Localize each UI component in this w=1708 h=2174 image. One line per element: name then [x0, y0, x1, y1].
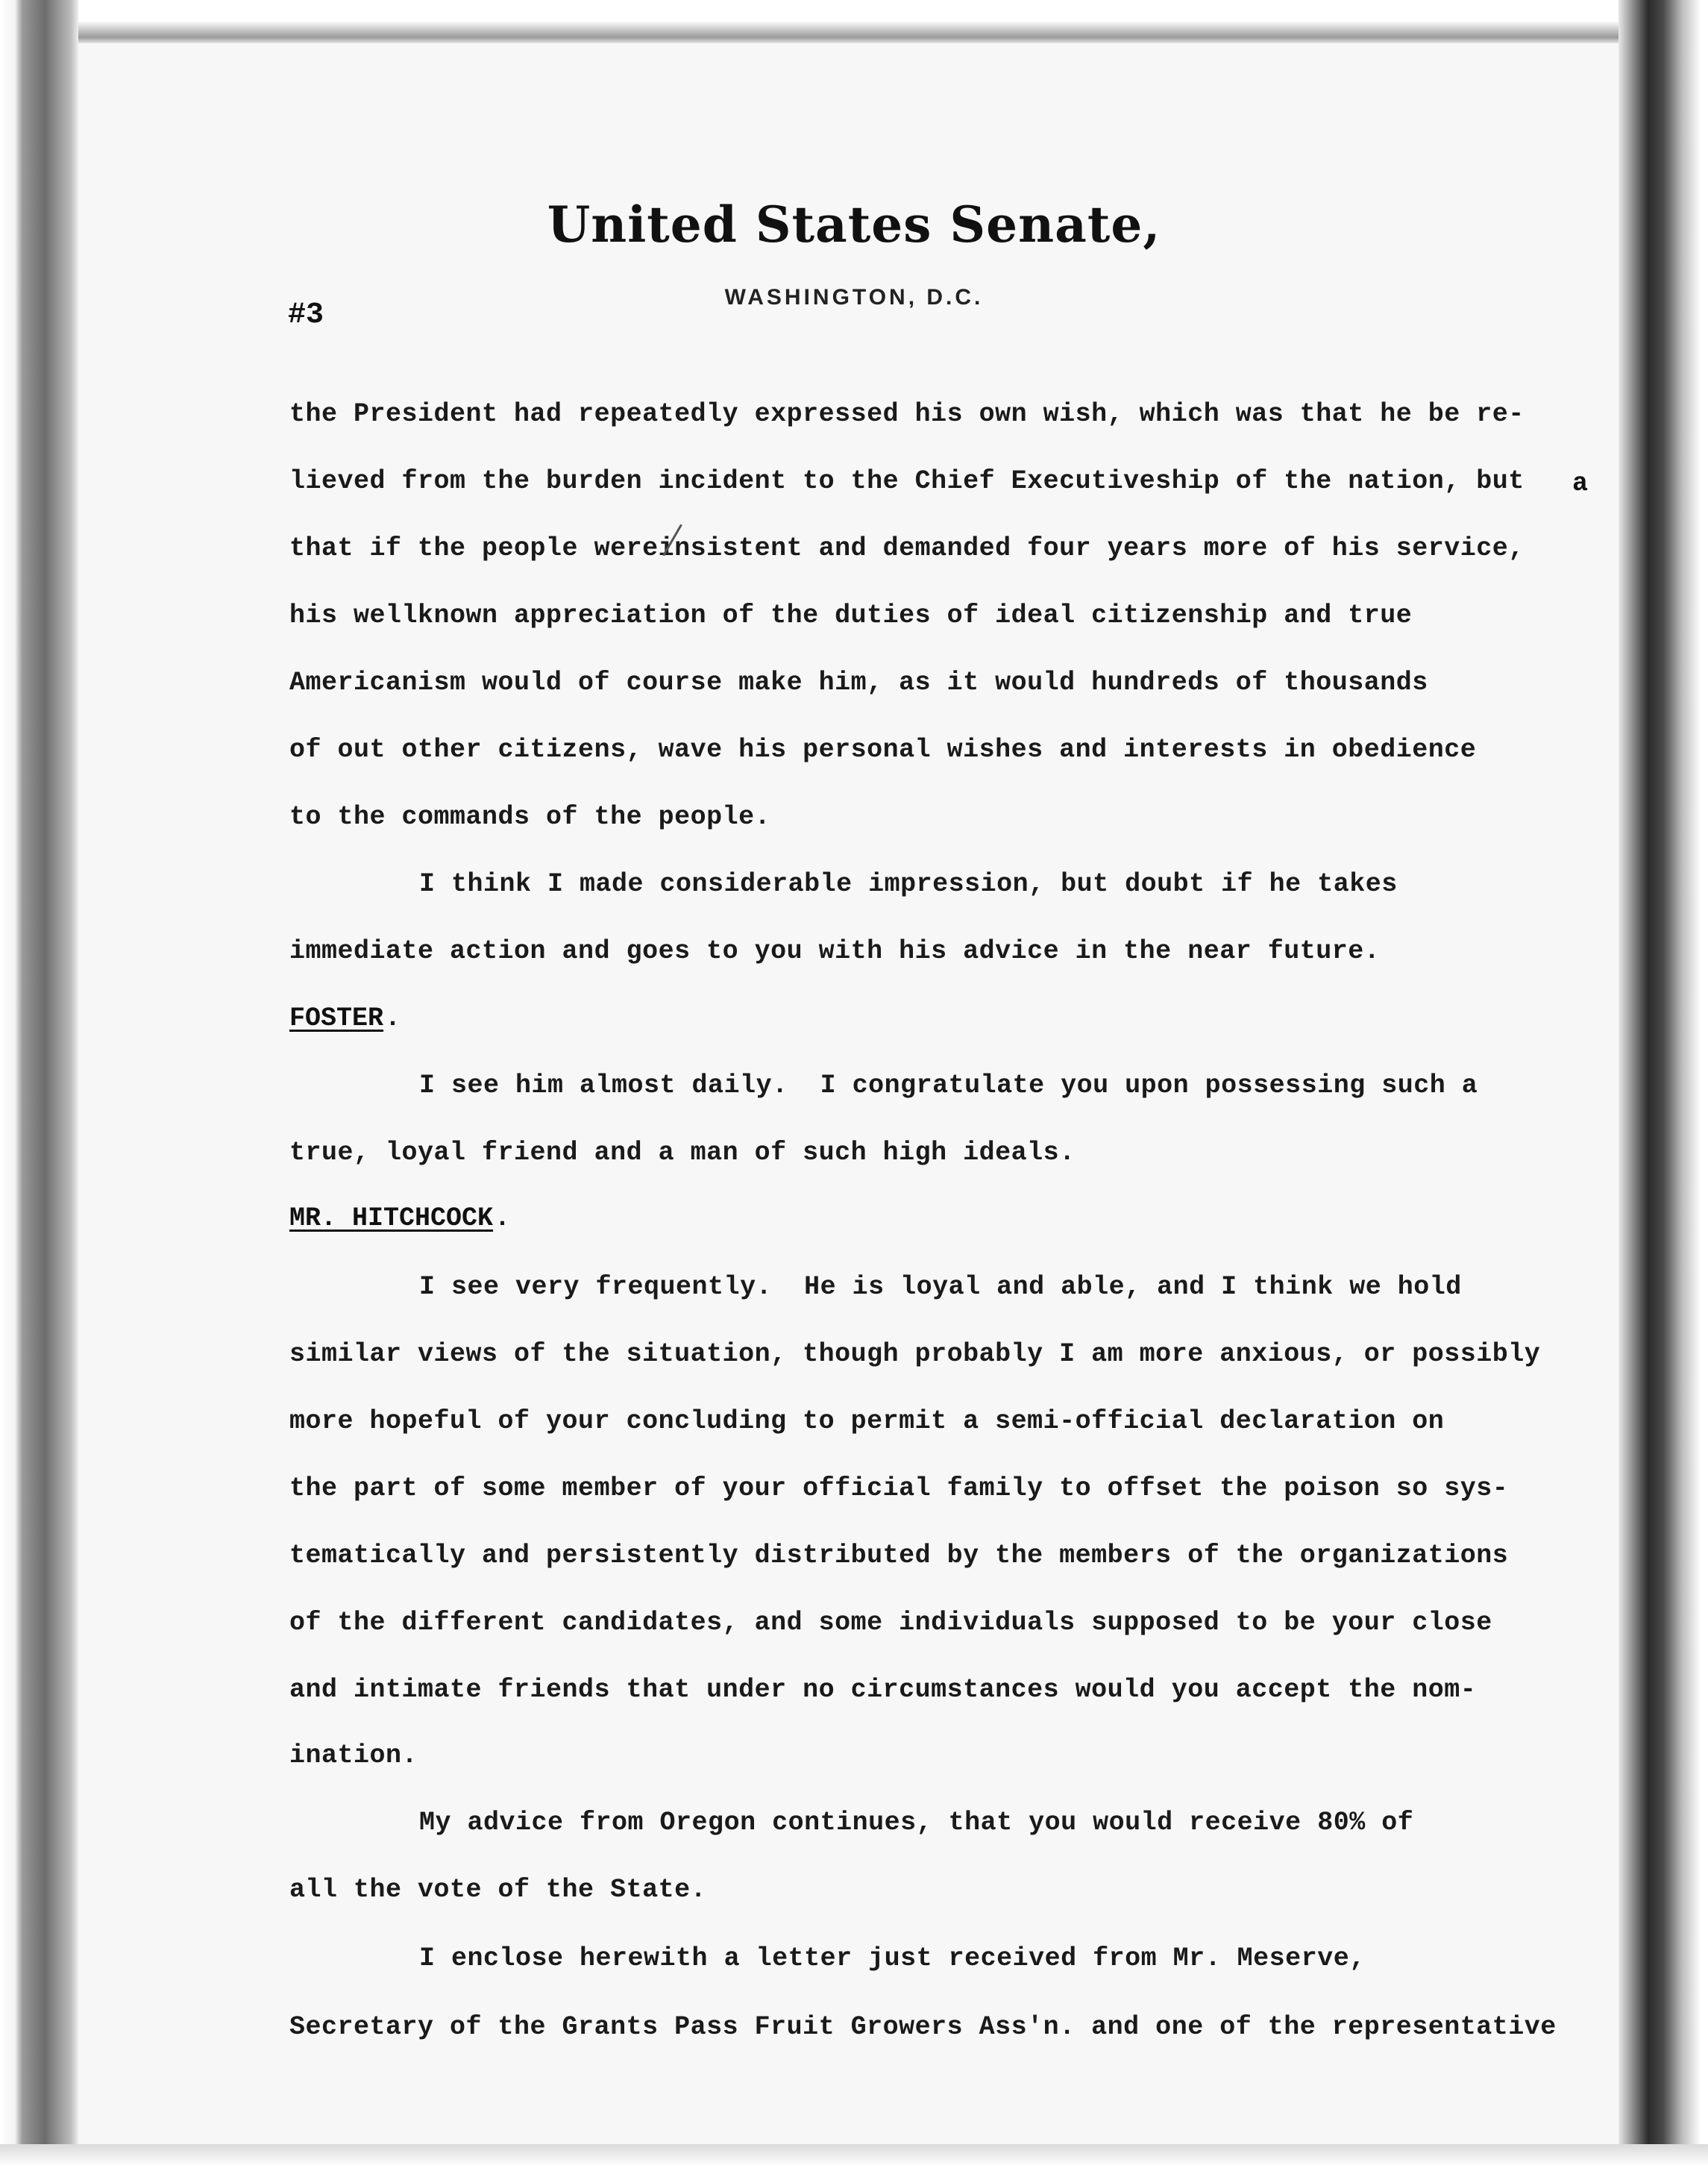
text-line: more hopeful of your concluding to permit a semi-official declaration on — [289, 1406, 1445, 1436]
section-heading-hitchcock: MR. HITCHCOCK — [289, 1203, 494, 1233]
text-line: Secretary of the Grants Pass Fruit Growers Ass'n. and one of the representative — [289, 2012, 1557, 2042]
text-line: I see very frequently. He is loyal and able, and I think we hold — [419, 1272, 1462, 1302]
text-line: similar views of the situation, though probably I am more anxious, or possibly — [289, 1339, 1541, 1369]
text-line: ination. — [289, 1741, 418, 1770]
text-line: I see him almost daily. I congratulate you upon possessing such a — [419, 1071, 1478, 1100]
page-number: #3 — [288, 298, 324, 332]
text-line: all the vote of the State. — [289, 1875, 707, 1905]
scan-border-bottom — [0, 2144, 1708, 2174]
text-line: to the commands of the people. — [289, 802, 771, 832]
text-line: that if the people wereinsistent and demanded four years more of his service, — [289, 533, 1525, 563]
text-line: I think I made considerable impression, but doubt if he takes — [419, 869, 1398, 899]
text-line: true, loyal friend and a man of such high ideals. — [289, 1138, 1076, 1168]
scan-border-right — [1618, 0, 1708, 2174]
text-line: the President had repeatedly expressed his own wish, which was that he be re- — [289, 399, 1525, 429]
scan-border-left — [0, 0, 78, 2174]
text-line: I enclose herewith a letter just received from Mr. Meserve, — [419, 1943, 1366, 1973]
text-line: and intimate friends that under no circumstances would you accept the nom- — [289, 1675, 1477, 1705]
text-line: of the different candidates, and some individuals supposed to be your close — [289, 1608, 1492, 1638]
heading-period: . — [385, 1003, 401, 1033]
text-line: tematically and persistently distributed by the members of the organizations — [289, 1541, 1509, 1570]
text-line: of out other citizens, wave his personal wishes and interests in obedience — [289, 735, 1477, 765]
text-line: Americanism would of course make him, as it would hundreds of thousands — [289, 668, 1428, 698]
scan-border-top — [0, 0, 1708, 43]
text-line: My advice from Oregon continues, that you would receive 80% of — [419, 1808, 1414, 1838]
letterhead-city: WASHINGTON, D.C. — [724, 285, 984, 310]
text-line: immediate action and goes to you with his advice in the near future. — [289, 936, 1381, 966]
margin-mark: a — [1572, 469, 1589, 498]
section-heading-foster: FOSTER — [289, 1003, 384, 1033]
heading-period: . — [494, 1203, 511, 1233]
letterhead-title: United States Senate, — [547, 195, 1161, 254]
text-line: lieved from the burden incident to the Chief Executiveship of the nation, but — [289, 466, 1525, 496]
text-line: the part of some member of your official family to offset the poison so sys- — [289, 1473, 1509, 1503]
text-line: his wellknown appreciation of the duties of ideal citizenship and true — [289, 601, 1413, 630]
